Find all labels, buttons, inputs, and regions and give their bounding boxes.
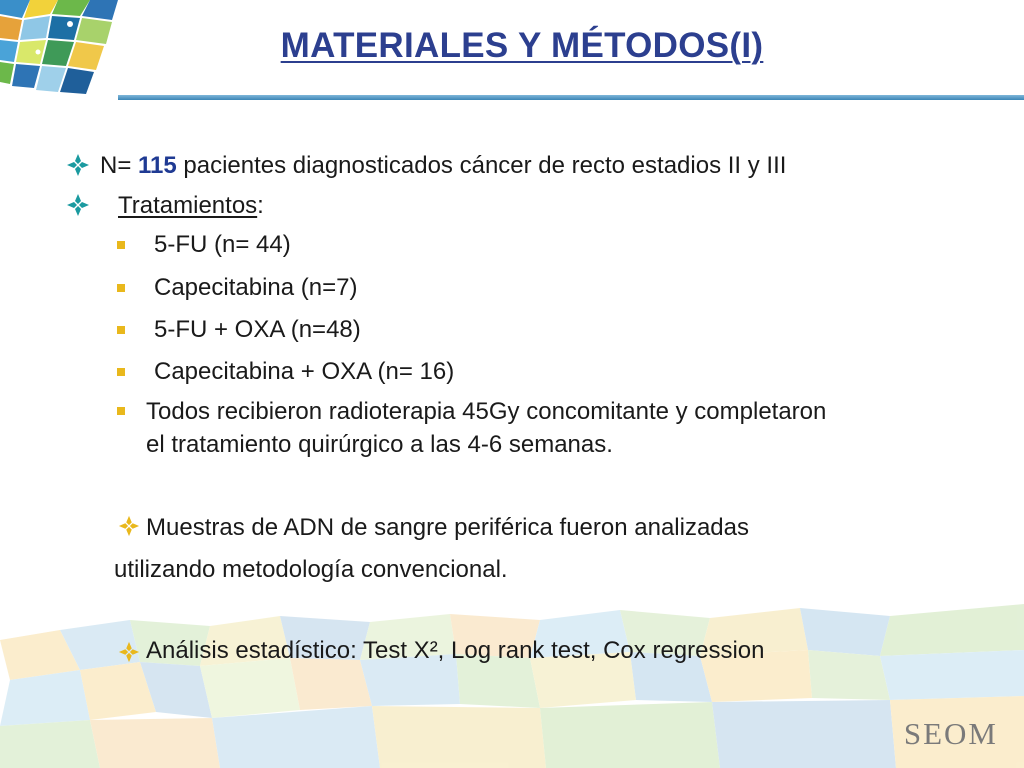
diamond-bullet-icon xyxy=(66,193,90,217)
treatment-item: Capecitabina (n=7) xyxy=(154,274,358,301)
tratamientos-label: Tratamientos xyxy=(118,192,258,219)
treatment-item: Capecitabina + OXA (n= 16) xyxy=(154,358,455,385)
seom-logo: SEOM xyxy=(903,716,998,751)
header-divider xyxy=(118,95,1024,100)
patients-prefix: N= xyxy=(100,152,139,179)
radiotherapy-line-1: Todos recibieron radioterapia 45Gy concomitante y completaron xyxy=(146,398,827,425)
treatment-item: 5-FU (n= 44) xyxy=(154,231,291,258)
square-bullet-icon xyxy=(117,241,125,249)
tratamientos-colon: : xyxy=(257,192,264,219)
diamond-bullet-icon xyxy=(118,515,140,537)
analisis-line: Análisis estadístico: Test X², Log rank test, Cox regression xyxy=(146,637,765,664)
square-bullet-icon xyxy=(117,407,125,415)
square-bullet-icon xyxy=(117,368,125,376)
bullet-patients xyxy=(100,151,786,181)
diamond-bullet-icon xyxy=(66,153,90,177)
muestras-line-1: Muestras de ADN de sangre periférica fueron analizadas xyxy=(146,514,749,541)
diamond-bullet-icon xyxy=(118,641,140,663)
bullet-tratamientos xyxy=(118,191,264,221)
square-bullet-icon xyxy=(117,326,125,334)
page-title: MATERIALES Y MÉTODOS(I) xyxy=(280,26,764,65)
muestras-line-2: utilizando metodología convencional. xyxy=(114,556,508,583)
patients-description: pacientes diagnosticados cáncer de recto estadios II y III xyxy=(176,152,787,179)
treatment-item: 5-FU + OXA (n=48) xyxy=(154,316,361,343)
mosaic-bottom-decoration xyxy=(0,600,1024,768)
radiotherapy-line-2: el tratamiento quirúrgico a las 4-6 semanas. xyxy=(146,431,613,458)
square-bullet-icon xyxy=(117,284,125,292)
patients-count: 115 xyxy=(138,152,177,179)
